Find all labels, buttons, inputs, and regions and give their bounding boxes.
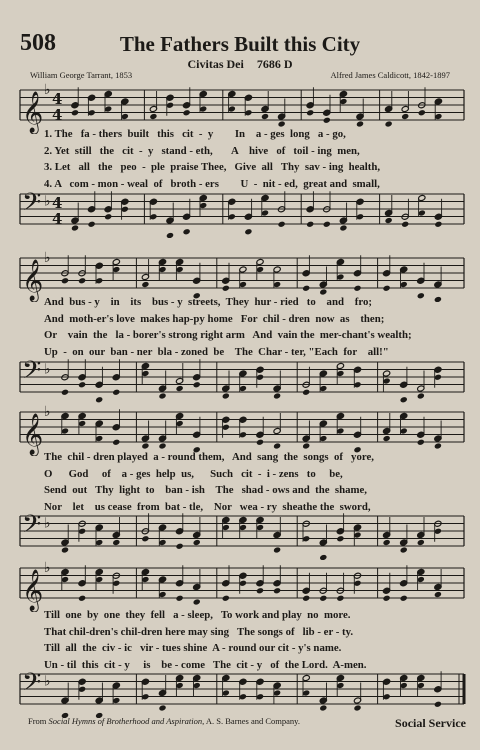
note-head	[383, 285, 391, 292]
time-signature-denominator: 4	[52, 210, 63, 228]
note-head	[149, 113, 157, 120]
note-head	[417, 539, 425, 546]
flat-key-signature-icon: ♭	[44, 560, 51, 576]
system-2-bass-staff	[0, 354, 480, 406]
lyric-line: O God of a - ges help us, Such cit - i - zens to be,	[44, 467, 343, 480]
note-head	[61, 277, 69, 284]
treble-clef-icon: 𝄞	[22, 92, 44, 133]
note-head	[183, 228, 191, 235]
note-head	[141, 535, 149, 542]
note-head	[193, 539, 201, 546]
note-head	[166, 232, 174, 238]
note-head	[273, 392, 281, 399]
system-2-lyrics	[44, 294, 462, 360]
time-signature-numerator: 4	[52, 194, 63, 212]
note-head	[112, 439, 120, 446]
note-head	[176, 543, 184, 550]
note-head	[400, 396, 408, 403]
note-head	[176, 385, 184, 392]
system-4-bass-staff	[0, 666, 480, 718]
note-head	[95, 396, 103, 403]
lyric-line: And bus - y in its bus - y streets, They hur - ried to and fro;	[44, 296, 372, 308]
note-head	[78, 595, 86, 602]
lyric-line: Or vain the la - borer's strong right arm And vain the mer-chant's wealth;	[44, 329, 412, 341]
time-signature-denominator: 4	[52, 106, 63, 124]
note-head	[323, 117, 331, 124]
note-head	[302, 389, 310, 396]
note-head	[78, 277, 86, 284]
note-head	[273, 546, 281, 553]
hymn-title: The Fathers Built this City	[119, 32, 361, 56]
author-credit: William George Tarrant, 1853	[30, 70, 133, 80]
lyric-line: Till one by one they fell a - sleep, To work and play no more.	[44, 609, 351, 621]
note-head	[104, 213, 112, 220]
note-head	[88, 221, 96, 228]
note-head	[158, 392, 166, 399]
system-4-treble-staff	[0, 560, 480, 612]
note-head	[193, 598, 201, 605]
note-head	[273, 587, 281, 594]
note-head	[244, 228, 252, 235]
source-title: Social Hymns of Brotherhood and Aspiration	[48, 716, 203, 726]
lyric-line: 4. A com - mon - weal of broth - ers U - nit - ed, great and small,	[44, 177, 380, 190]
note-head	[71, 109, 79, 116]
bass-clef-icon: 𝄢	[22, 356, 42, 391]
flat-key-signature-icon: ♭	[44, 515, 51, 532]
note-head	[336, 535, 344, 542]
note-head	[383, 539, 391, 546]
note-head	[434, 701, 442, 708]
note-head	[336, 595, 344, 602]
note-head	[339, 224, 347, 231]
lyric-line: 2. Yet still the cit - y stand - eth, A hive of toil - ing men,	[44, 144, 360, 157]
lyric-line: Un - til this cit - y is be - come The cit - y of the Lord. A-men.	[44, 658, 367, 671]
flat-key-signature-icon: ♭	[44, 361, 51, 378]
note-head	[383, 435, 391, 442]
flat-key-signature-icon: ♭	[44, 250, 51, 266]
note-head	[141, 281, 149, 288]
lyric-line: Up - on our ban - ner bla - zoned be The Char - ter, "Each for all!"	[44, 345, 389, 358]
note-head	[383, 595, 391, 602]
note-head	[302, 285, 310, 292]
note-head	[434, 221, 442, 228]
note-head	[183, 109, 191, 116]
source-suffix: , A. S. Barnes and Company.	[202, 716, 301, 726]
bass-clef-icon: 𝄢	[22, 668, 42, 703]
flat-key-signature-icon: ♭	[44, 404, 51, 420]
note-head	[61, 546, 69, 553]
note-head	[302, 595, 310, 602]
treble-clef-icon: 𝄞	[22, 570, 44, 611]
note-head	[400, 546, 408, 553]
note-head	[385, 217, 393, 224]
lyric-line: 3. Let all the peo - ple praise Thee, Give all Thy sav - ing health,	[44, 161, 381, 173]
note-head	[319, 704, 327, 711]
flat-key-signature-icon: ♭	[44, 193, 51, 210]
lyric-line: That chil-dren's chil-dren here may sing The songs of lib - er - ty.	[44, 625, 354, 638]
time-signature-numerator: 4	[52, 90, 63, 108]
note-head	[112, 389, 120, 396]
lyric-line: Nor let us cease from bat - tle, Nor wea - ry sheathe the sword,	[44, 500, 371, 513]
note-head	[71, 224, 79, 231]
note-head	[261, 113, 269, 120]
system-1-lyrics	[44, 126, 462, 192]
flat-key-signature-icon: ♭	[44, 82, 51, 98]
note-head	[222, 595, 230, 602]
note-head	[306, 109, 314, 116]
system-1-bass-staff	[0, 186, 480, 238]
system-4-lyrics	[44, 607, 462, 673]
note-head	[323, 221, 331, 228]
note-head	[112, 539, 120, 546]
note-head	[434, 591, 442, 598]
system-3-bass-staff	[0, 508, 480, 560]
note-head	[61, 389, 69, 396]
note-head	[319, 595, 327, 602]
note-head	[78, 381, 86, 388]
system-3-lyrics	[44, 449, 462, 515]
lyric-line: Send out Thy light to ban - ish The shad - ows and the shame,	[44, 484, 367, 496]
note-head	[193, 381, 201, 388]
bass-clef-icon: 𝄢	[22, 188, 42, 223]
note-head	[400, 595, 408, 602]
flat-key-signature-icon: ♭	[44, 673, 51, 690]
note-head	[401, 221, 409, 228]
composer-credit: Alfred James Caldicott, 1842-1897	[330, 70, 450, 80]
hymn-number: 508	[20, 30, 56, 56]
note-head	[222, 285, 230, 292]
note-head	[417, 392, 425, 399]
treble-clef-icon: 𝄞	[22, 414, 44, 455]
source-credit	[28, 716, 300, 726]
lyric-line: The chil - dren played a - round them, And sang the songs of yore,	[44, 451, 374, 463]
tune-name: Civitas Dei	[187, 57, 244, 71]
note-head	[176, 595, 184, 602]
topic-label: Social Service	[395, 716, 466, 730]
note-head	[256, 587, 264, 594]
note-head	[278, 221, 286, 228]
note-head	[158, 704, 166, 711]
note-head	[418, 109, 426, 116]
note-head	[353, 704, 361, 711]
note-head	[222, 392, 230, 399]
note-head	[256, 439, 264, 446]
note-head	[306, 221, 314, 228]
note-head	[353, 285, 361, 292]
tune-meter: 7686 D	[256, 57, 293, 71]
note-head	[401, 113, 409, 120]
lyric-line: Till all the civ - ic vir - tues shine A - round our cit - y's name.	[44, 642, 342, 654]
lyric-line: And moth-er's love makes hap-py home For chil - dren now as then;	[44, 312, 385, 325]
treble-clef-icon: 𝄞	[22, 260, 44, 301]
note-head	[417, 439, 425, 446]
lyric-line: 1. The fa - thers built this cit - y In a - ges long a - go,	[44, 128, 346, 140]
bass-clef-icon: 𝄢	[22, 510, 42, 545]
source-prefix: From	[28, 716, 49, 726]
